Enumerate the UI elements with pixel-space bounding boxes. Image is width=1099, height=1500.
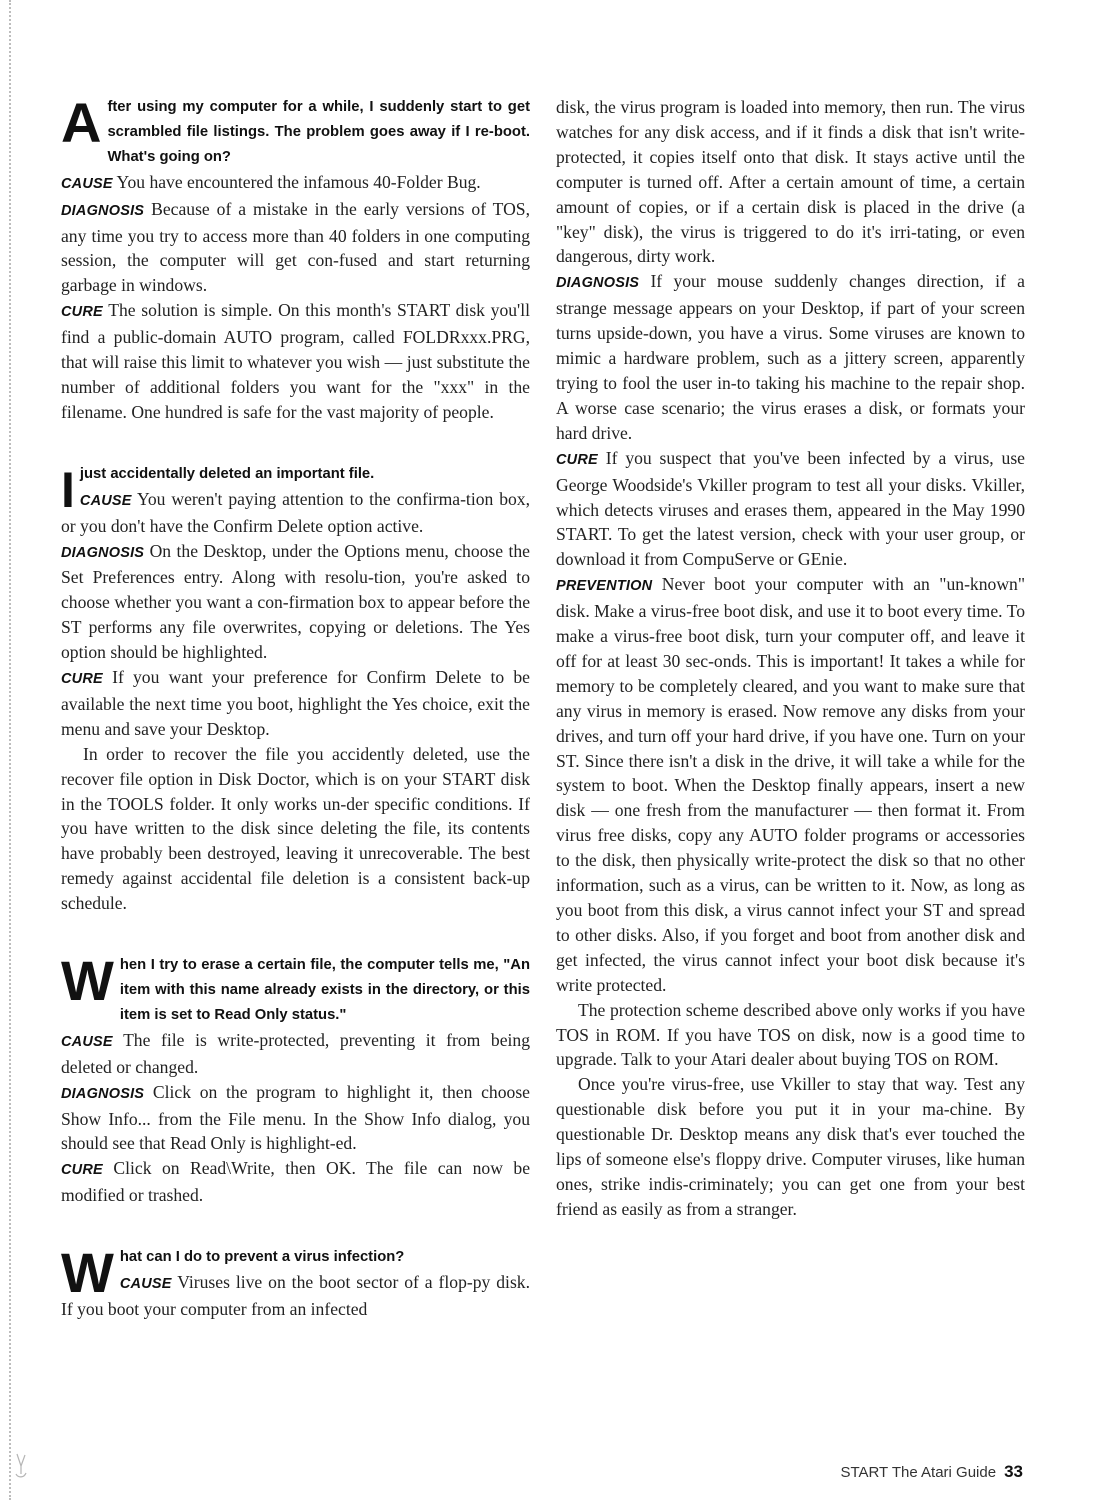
diagnosis-text: On the Desktop, under the Options menu, choose the Set Preferences entry. Along with resolu-tion, you're asked to choose whether you want a con-firmation box to appear before the ST performs any file overwrites, copying or deletions. The Yes option should be highlighted.: [61, 540, 530, 663]
cause-paragraph: [61, 1270, 530, 1322]
cause-label: CAUSE: [79, 492, 132, 509]
cure-text: If you suspect that you've been infected by a virus, use George Woodside's Vkiller program to test all your disks. Vkiller, which detects viruses and erases them, appeared in the May 1990 START. To get the latest version, check with your user group, or download it from CompuServe or GEnie.: [556, 447, 1025, 570]
section-gap: [61, 1208, 530, 1245]
right-column: [556, 95, 1025, 1222]
cause-paragraph: [61, 1028, 530, 1080]
left-column: [61, 91, 531, 1322]
cure-text: The solution is simple. On this month's START disk you'll find a public-domain AUTO program, called FOLDRxxx.PRG, that will raise this limit to whatever you wish — just substitute the number of additional folders you want for the "xxx" in the filename. One hundred is safe for the vast majority of people.: [61, 300, 530, 422]
section-gap: [61, 425, 530, 462]
cure-paragraph: [61, 665, 530, 742]
cure-paragraph: [61, 1156, 530, 1208]
body-paragraph: In order to recover the file you accidently deleted, use the recover file option in Disk Doctor, which is on your START disk in the TOOLS folder. It only works un-der specific conditions. If you have written to the disk since deleting the file, its contents have probably been destroyed, leaving it unrecoverable. The best remedy against accidental file deletion is a consistent back-up schedule.: [61, 743, 530, 914]
drop-cap: W: [61, 1241, 114, 1305]
cure-label: CURE: [61, 671, 103, 688]
question-text: hat can I do to prevent a virus infection?: [119, 1249, 405, 1266]
cause-continued: disk, the virus program is loaded into memory, then run. The virus watches for any disk access, and if it finds a disk that isn't write-protected, it copies itself onto that disk. It stays active until the computer is turned off. After a certain amount of time, a certain amount of copies, or if a certain disk is placed in the drive (a "key" disk), the virus is triggered to do it's irri-tating, or even dangerous, dirty work.: [556, 97, 1025, 267]
drop-cap: A: [61, 91, 102, 154]
page-footer: [840, 1462, 1023, 1482]
prevention-paragraph: [556, 572, 1025, 997]
diagnosis-label: DIAGNOSIS: [61, 202, 145, 219]
diagnosis-label: DIAGNOSIS: [61, 544, 145, 561]
drop-cap: I: [61, 461, 75, 518]
body-paragraph: The protection scheme described above only works if you have TOS in ROM. If you have TOS on disk, now is a good time to upgrade. Talk to your Atari dealer about buying TOS on ROM.: [556, 999, 1025, 1070]
pencil-mark-icon: [14, 1452, 28, 1480]
diagnosis-text: Because of a mistake in the early versions of TOS, any time you try to access more than 40 folders in one computing session, the computer will get con-fused and start returning garbage in windows.: [61, 198, 530, 296]
cure-text: If you want your preference for Confirm Delete to be available the next time you boot, highlight the Yes choice, exit the menu and save your Desktop.: [61, 667, 530, 739]
cause-text: You have encountered the infamous 40-Folder Bug.: [116, 171, 481, 192]
question-text: just accidentally deleted an important file.: [79, 465, 375, 482]
cause-paragraph: [61, 487, 530, 539]
cure-label: CURE: [556, 451, 598, 468]
cure-text: Click on Read\Write, then OK. The file can now be modified or trashed.: [61, 1158, 530, 1206]
cure-label: CURE: [61, 304, 103, 321]
page-number: 33: [1004, 1462, 1023, 1481]
diagnosis-paragraph: [61, 1080, 530, 1157]
prevention-label: PREVENTION: [556, 578, 653, 595]
question-read-only: [61, 949, 530, 1028]
diagnosis-label: DIAGNOSIS: [61, 1085, 145, 1102]
diagnosis-paragraph: [556, 269, 1025, 445]
cause-label: CAUSE: [61, 1033, 113, 1050]
diagnosis-text: If your mouse suddenly changes direction, if a strange message appears on your Desktop, if part of your screen turns upside-down, you have a virus. Some viruses are known to mimic a hardware problem, such as a jittery screen, apparently trying to fool the user in-to taking his machine to the repair shop. A worse case scenario; the virus erases a disk, or formats your hard drive.: [556, 271, 1025, 443]
cure-paragraph: [61, 298, 530, 425]
prevention-text: Never boot your computer with an "un-known" disk. Make a virus-free boot disk, and use it to boot every time. To make a virus-free boot disk, turn your computer off, and leave it off for at least 30 sec-onds. This is important! It takes a while for memory to be completely cleared, and you want to make sure that any virus in memory is erased. Now remove any disks from your drives, and turn off your hard drive, if you have one. Turn on your ST. Since there isn't a disk in the drive, it will take a while for the system to boot. When the Desktop finally appears, insert a new disk — one fresh from the manufacturer — then format it. From virus free disks, copy any AUTO folder programs or accessories to the disk, then physically write-protect the disk so that no other information, such as a virus, can be written to it. Now, as long as you boot from this disk, a virus cannot infect your ST and spread to other disks. Also, if you forget and boot from another disk and get infected, the virus cannot infect your boot disk because it's write protected.: [556, 574, 1026, 995]
cause-text: The file is write-protected, preventing it from being deleted or changed.: [61, 1029, 530, 1077]
diagnosis-paragraph: [61, 539, 530, 666]
cause-text: You weren't paying attention to the confirma-tion box, or you don't have the Confirm Delete option active.: [61, 488, 531, 536]
cause-text: Viruses live on the boot sector of a flop-py disk. If you boot your computer from an infected: [61, 1272, 530, 1319]
body-paragraph: Once you're virus-free, use Vkiller to stay that way. Test any questionable disk before you put it in your ma-chine. By questionable Dr. Desktop means any disk that's ever touched the lips of someone else's floppy drive. Computer viruses, like human ones, strike indis-criminately; you can get one from your best friend as easily as from a stranger.: [556, 1074, 1025, 1219]
section-gap: [61, 916, 530, 953]
cause-label: CAUSE: [119, 1276, 172, 1293]
cause-label: CAUSE: [61, 175, 113, 192]
diagnosis-label: DIAGNOSIS: [556, 275, 640, 292]
binding-edge: [9, 0, 11, 1500]
drop-cap: W: [61, 949, 114, 1013]
question-folder-bug: [61, 91, 530, 170]
question-text: hen I try to erase a certain file, the computer tells me, "An item with this name already exists in the directory, or this item is set to Read Only status.": [119, 957, 530, 1023]
cause-paragraph: [61, 170, 530, 197]
diagnosis-text: Click on the program to highlight it, then choose Show Info... from the File menu. In the Show Info dialog, you should see that Read Only is highlight-ed.: [61, 1081, 530, 1154]
question-text: fter using my computer for a while, I suddenly start to get scrambled file listings. The problem goes away if I re-boot. What's going on?: [107, 99, 530, 165]
cure-label: CURE: [61, 1162, 103, 1179]
cure-paragraph: [556, 446, 1025, 573]
diagnosis-paragraph: [61, 197, 530, 299]
publication-title: START The Atari Guide: [840, 1464, 997, 1481]
